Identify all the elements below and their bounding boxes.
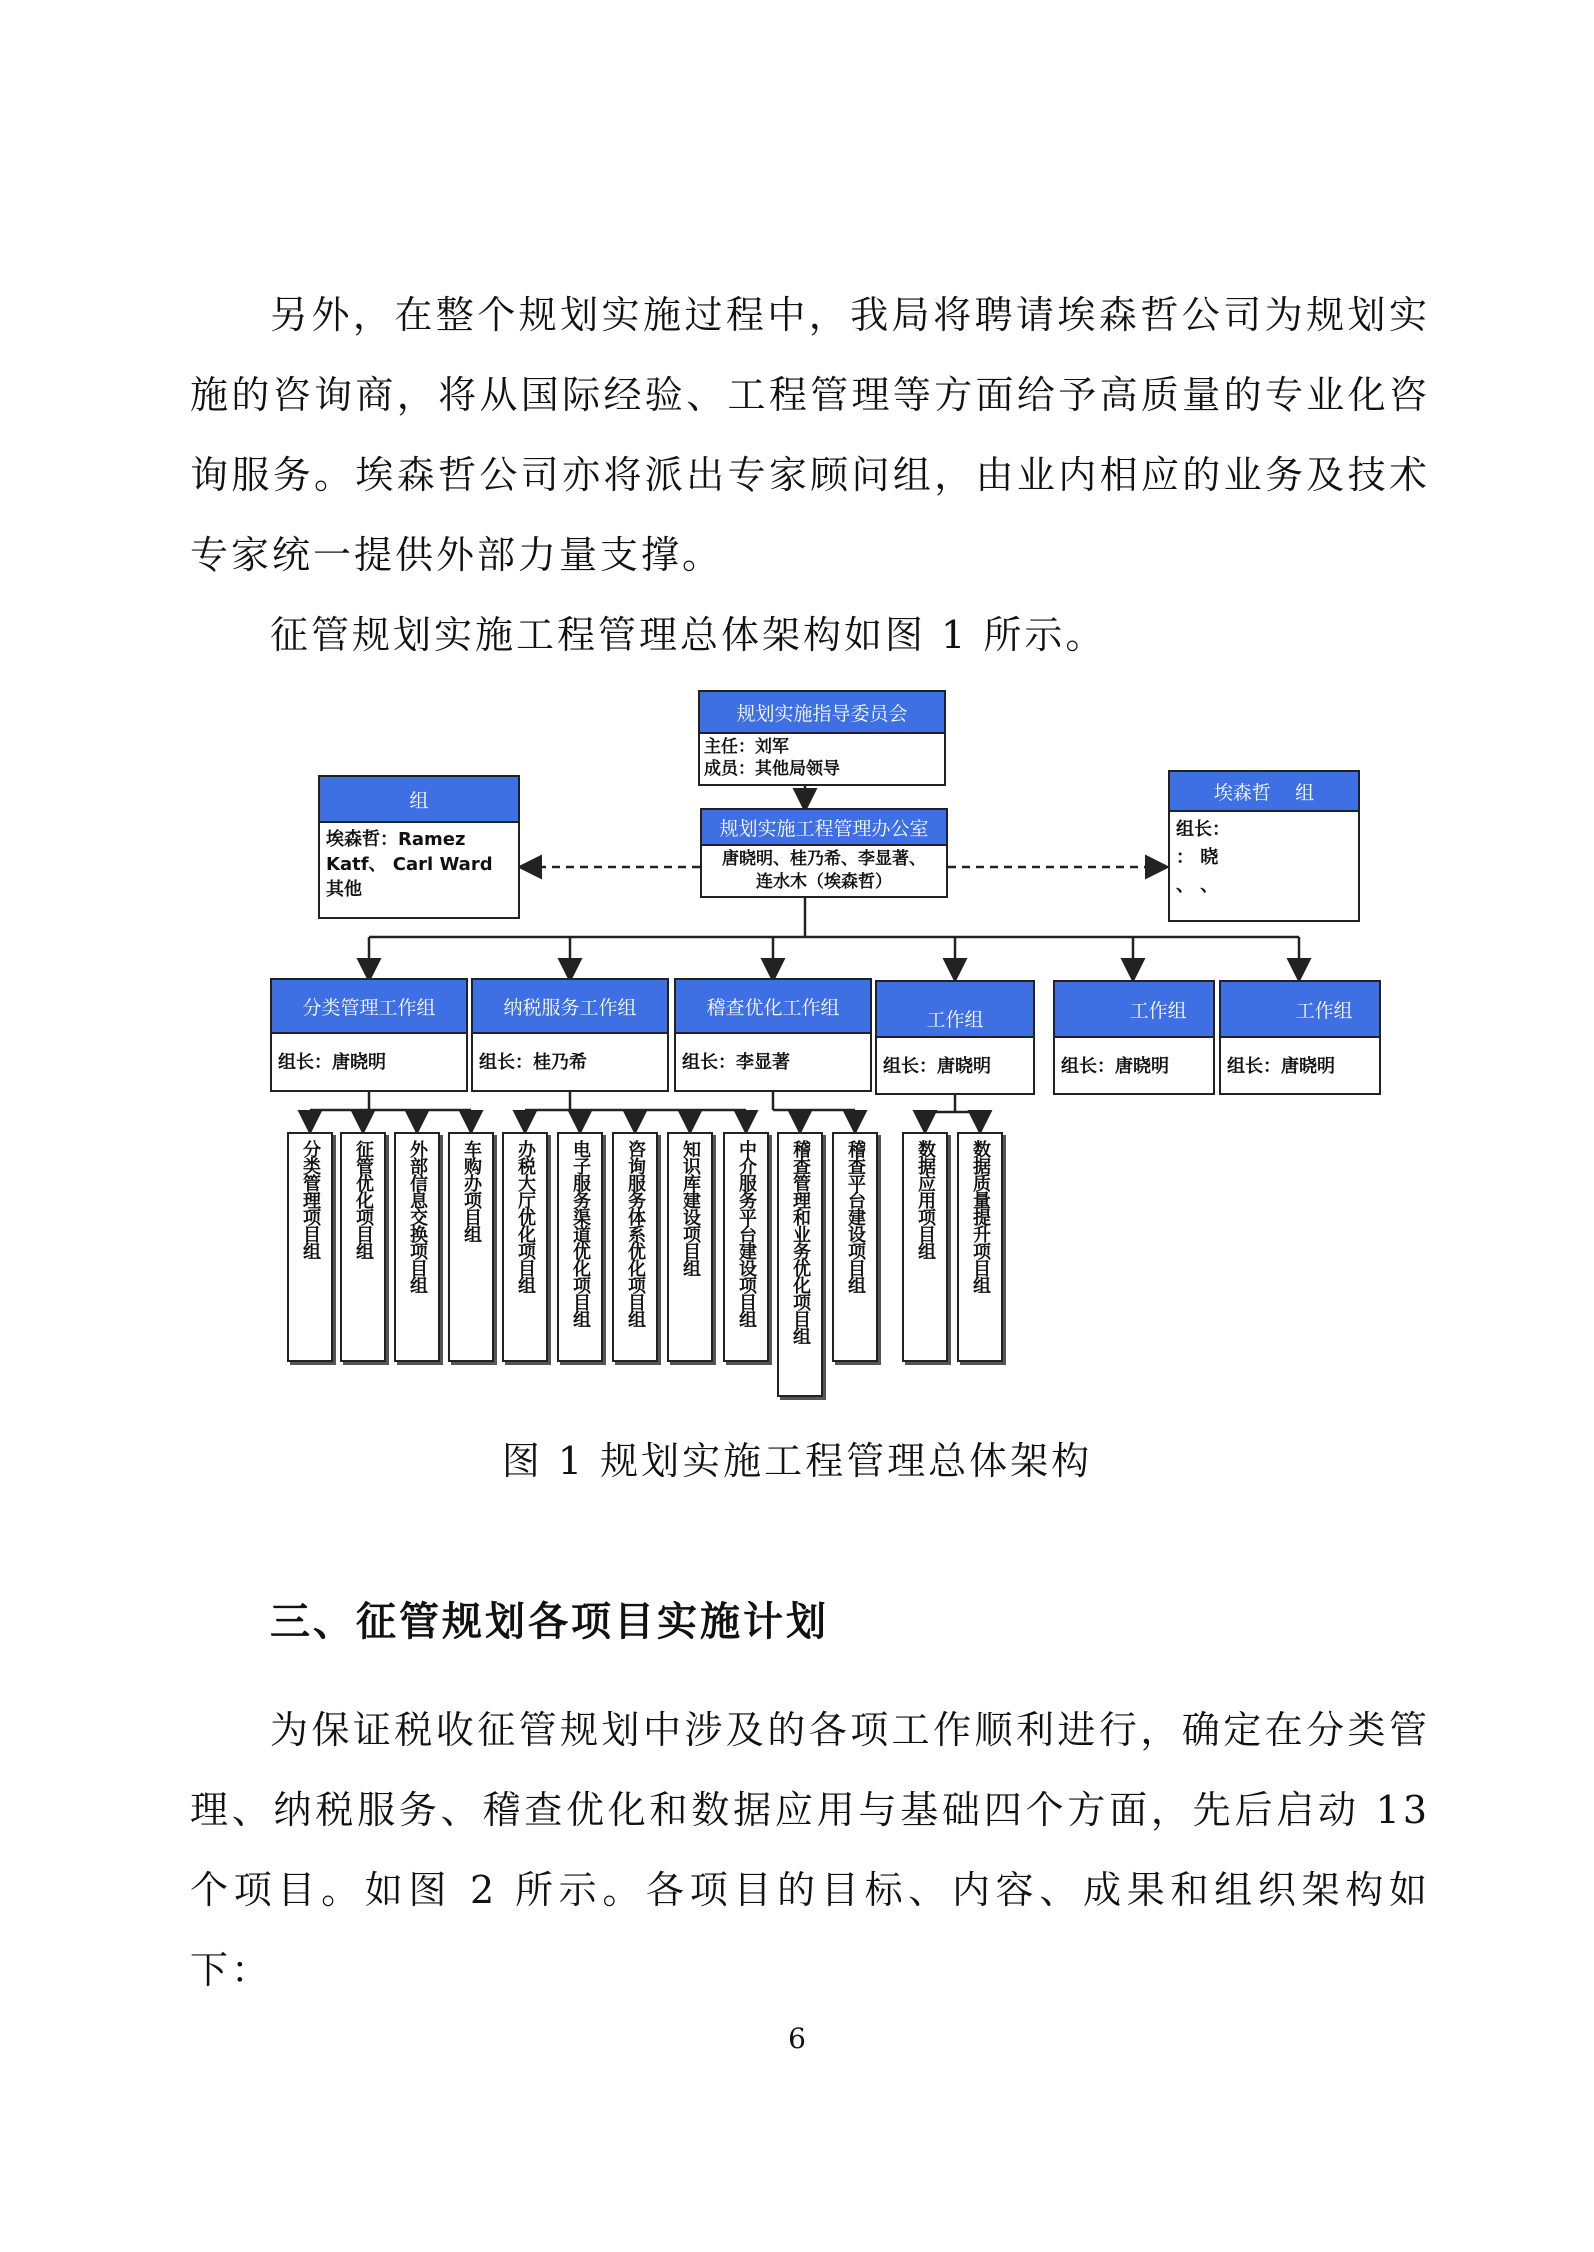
- project-column-label: 知识库建设项目组: [680, 1140, 701, 1276]
- project-column-label: 中介服务平台建设项目组: [736, 1140, 757, 1327]
- accenture-group-members: 组长： ： 晓 、 、: [1176, 819, 1230, 896]
- project-column-label: 分类管理项目组: [300, 1140, 321, 1259]
- project-column: [394, 1132, 440, 1362]
- project-column-label: 稽查管理和业务优化项目组: [790, 1140, 811, 1344]
- steering-committee-members: 主任：刘军 成员：其他局领导: [704, 737, 840, 779]
- project-column: [340, 1132, 386, 1362]
- project-column-label: 数据应用项目组: [915, 1140, 936, 1259]
- intro-paragraph: 另外，在整个规划实施过程中，我局将聘请埃森哲公司为规划实施的咨询商，将从国际经验、工程管理等方面给予高质量的专业化咨询服务。埃森哲公司亦将派出专家顾问组，由业内相应的业务及技术专家统一提供外部力量支撑。: [190, 293, 1430, 577]
- workgroup-leader: 组长：唐晓明: [1227, 1056, 1335, 1077]
- project-column-label: 电子服务渠道优化项目组: [570, 1140, 591, 1327]
- project-column: [723, 1132, 769, 1362]
- pmo-office-box: [700, 808, 948, 898]
- workgroup-box: [270, 978, 468, 1092]
- project-column-label: 咨询服务体系优化项目组: [625, 1140, 646, 1327]
- workgroup-box: [674, 978, 872, 1092]
- project-column-label: 数据质量提升项目组: [970, 1140, 991, 1293]
- accenture-group-box: [1168, 770, 1360, 922]
- project-column: [832, 1132, 878, 1362]
- project-column: [667, 1132, 713, 1362]
- pmo-office-title: 规划实施工程管理办公室: [702, 810, 946, 846]
- workgroup-box: [1219, 980, 1381, 1095]
- workgroup-title: 纳税服务工作组: [473, 980, 667, 1034]
- workgroup-leader: 组长：唐晓明: [1061, 1056, 1169, 1077]
- expert-group-box: [318, 775, 520, 919]
- project-column: [902, 1132, 948, 1362]
- section-paragraph: 为保证税收征管规划中涉及的各项工作顺利进行，确定在分类管理、纳税服务、稽查优化和数据应用与基础四个方面，先后启动 13 个项目。如图 2 所示。各项目的目标、内容、成果和组织架构如下：: [190, 1708, 1430, 1992]
- workgroup-box: [471, 978, 669, 1092]
- workgroup-title: 分类管理工作组: [272, 980, 466, 1034]
- workgroup-title: 工作组: [1221, 982, 1379, 1038]
- project-column: [612, 1132, 658, 1362]
- project-column-label: 征管优化项目组: [353, 1140, 374, 1259]
- steering-committee-box: [698, 690, 946, 786]
- project-column: [557, 1132, 603, 1362]
- workgroup-leader: 组长：唐晓明: [883, 1056, 991, 1077]
- expert-group-members: 埃森哲：Ramez Katf、 Carl Ward 其他: [326, 829, 493, 900]
- steering-committee-title: 规划实施指导委员会: [700, 692, 944, 734]
- project-column-label: 外部信息交换项目组: [407, 1140, 428, 1293]
- workgroup-leader: 组长：唐晓明: [278, 1052, 386, 1073]
- project-column: [502, 1132, 548, 1362]
- workgroup-title: 稽查优化工作组: [676, 980, 870, 1034]
- workgroup-title: 工作组: [1055, 982, 1213, 1038]
- pmo-office-members: 唐晓明、桂乃希、李显著、连水木（埃森哲）: [722, 849, 926, 892]
- workgroup-box: [875, 980, 1035, 1095]
- accenture-group-title: 埃森哲 组: [1170, 772, 1358, 812]
- project-column: [957, 1132, 1003, 1362]
- figure-caption: 图 1 规划实施工程管理总体架构: [501, 1439, 1093, 1483]
- expert-group-title: 组: [320, 777, 518, 823]
- workgroup-title: 工作组: [877, 982, 1033, 1038]
- project-column: [287, 1132, 333, 1362]
- figure-reference-paragraph: 征管规划实施工程管理总体架构如图 1 所示。: [270, 613, 1107, 657]
- project-column-label: 办税大厅优化项目组: [515, 1140, 536, 1293]
- workgroup-leader: 组长：李显著: [682, 1052, 790, 1073]
- workgroup-box: [1053, 980, 1215, 1095]
- workgroup-leader: 组长：桂乃希: [479, 1052, 587, 1073]
- section-heading: 三、征管规划各项目实施计划: [270, 1599, 829, 1645]
- project-column-label: 车购办项目组: [461, 1140, 482, 1242]
- project-column: [448, 1132, 494, 1362]
- project-column: [777, 1132, 823, 1397]
- project-column-label: 稽查平台建设项目组: [845, 1140, 866, 1293]
- page-number: 6: [788, 2022, 806, 2055]
